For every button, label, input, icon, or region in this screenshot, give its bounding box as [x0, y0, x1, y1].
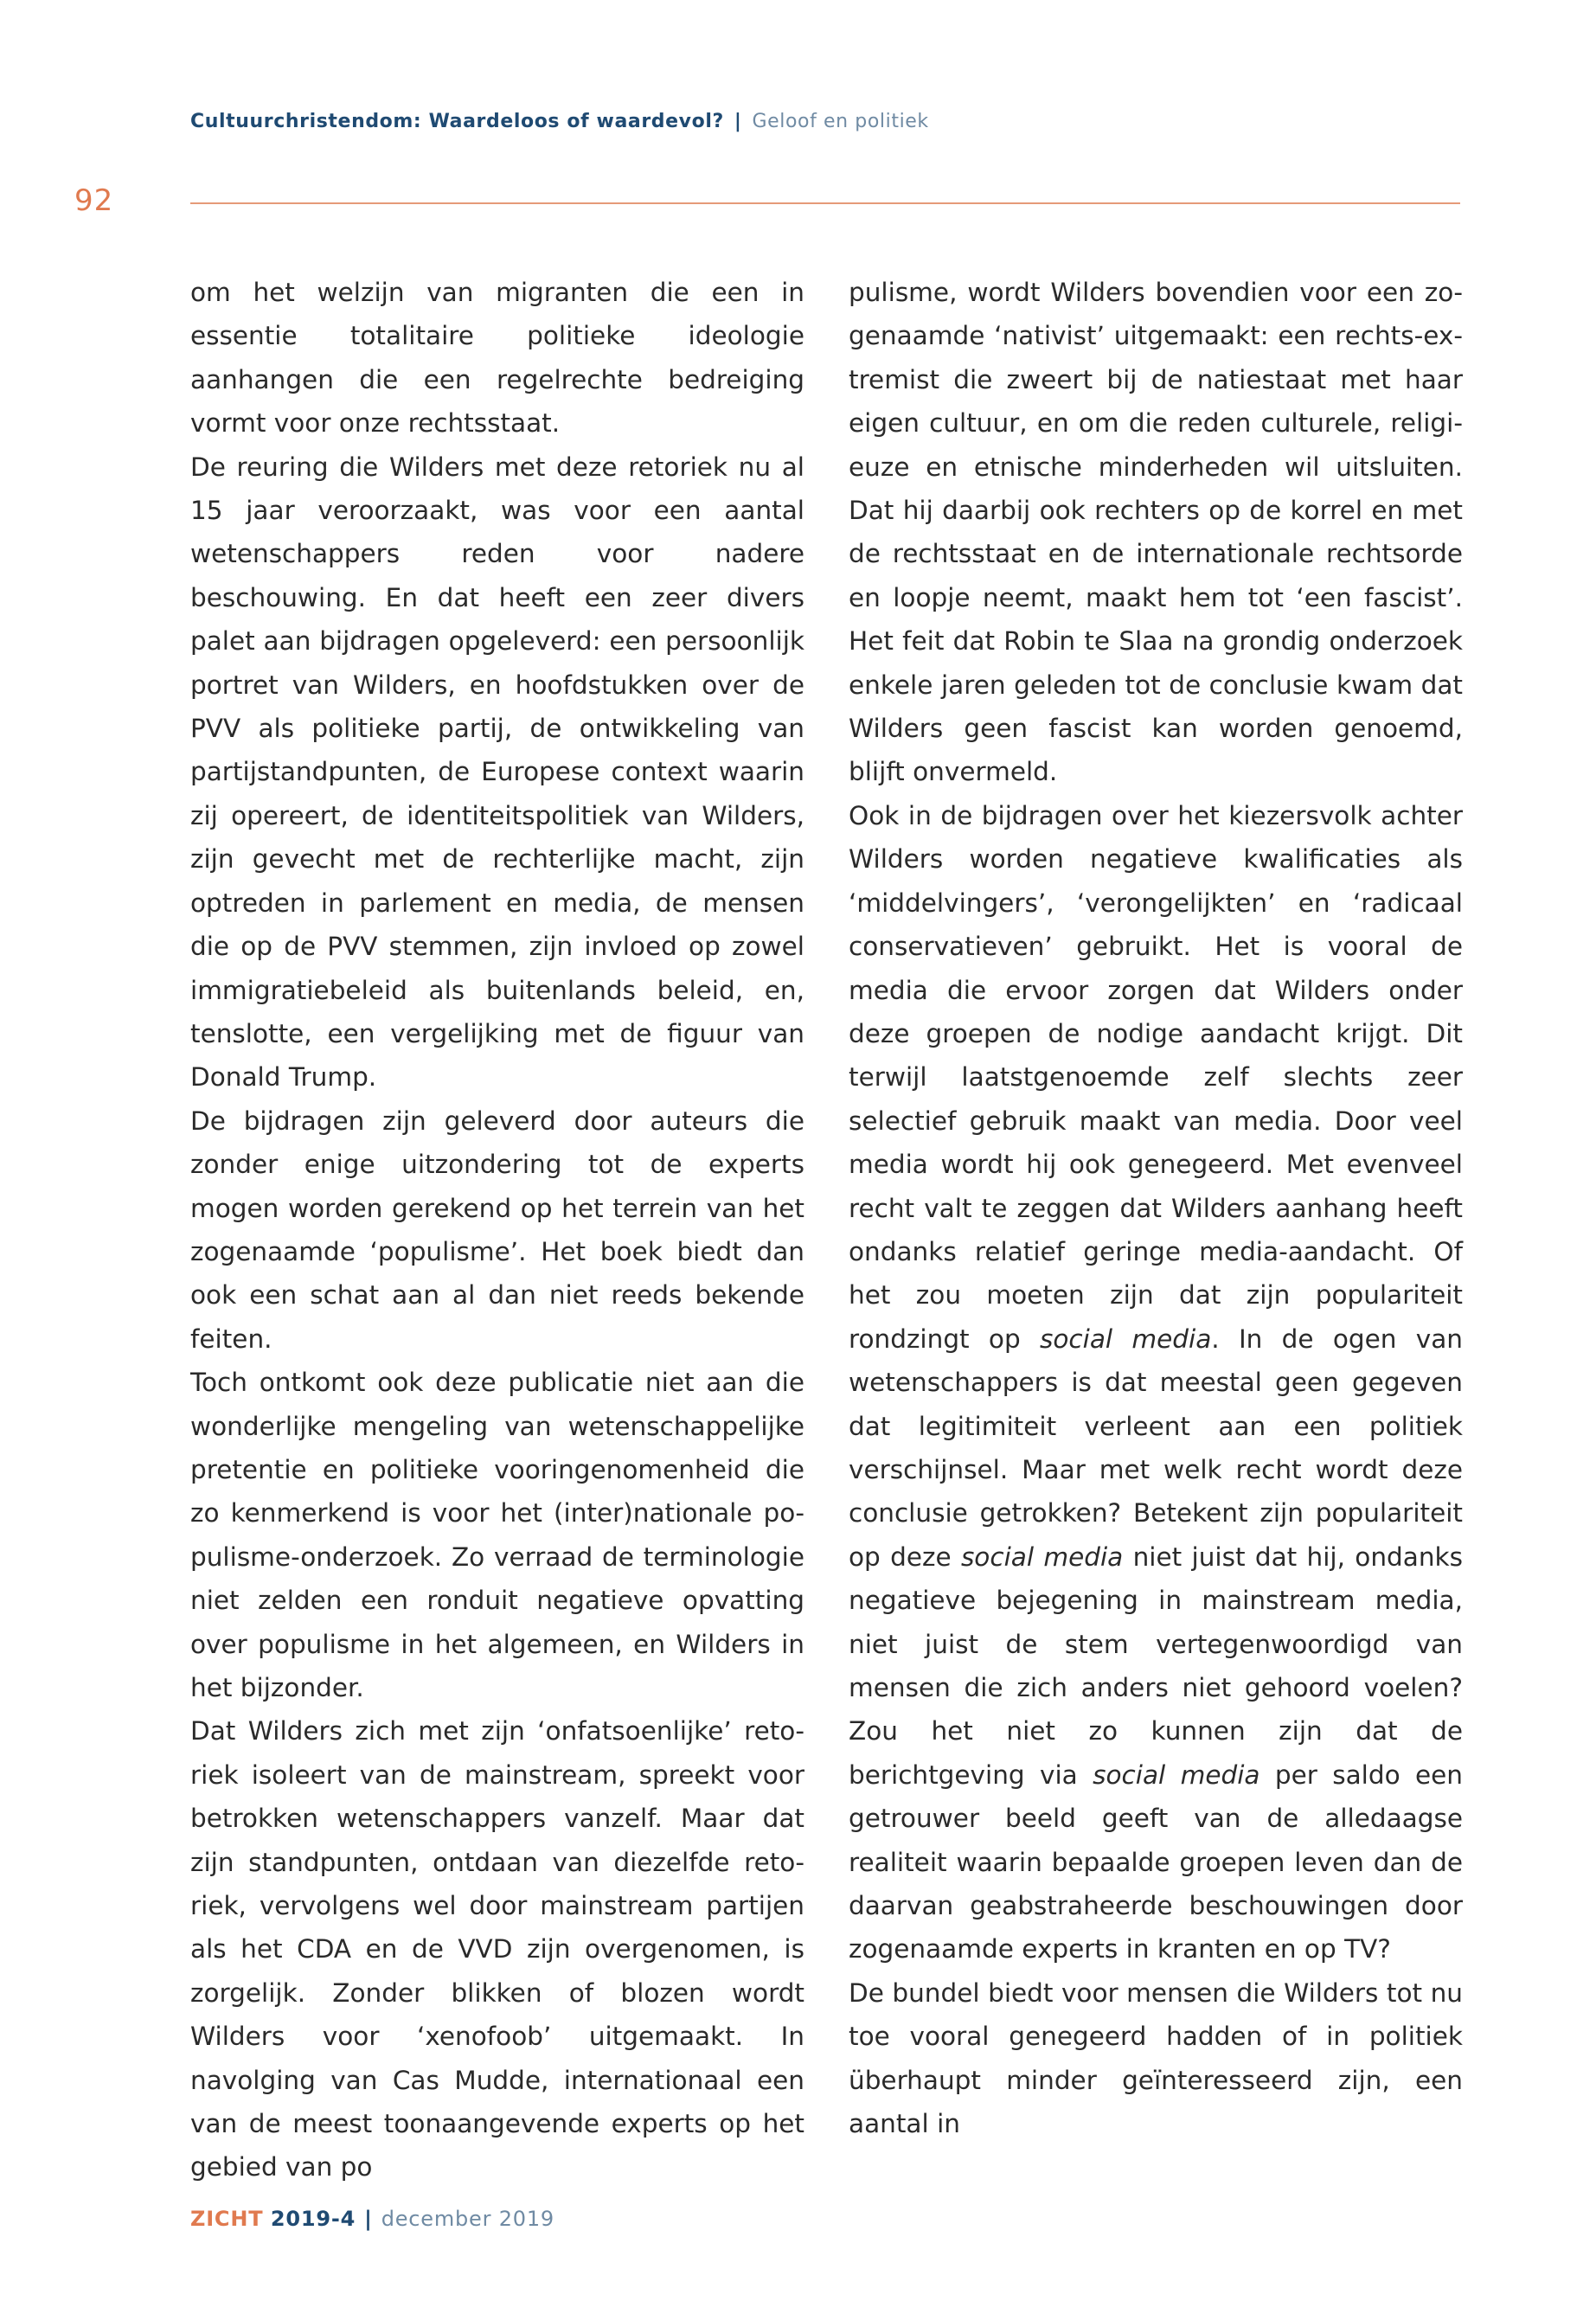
header-rule	[190, 202, 1460, 204]
left-column	[190, 271, 804, 2189]
paragraph: De bijdragen zijn geleverd door auteurs die zonder enige uitzondering tot de experts mogen worden gerekend op het terrein van het zogenaamde ‘populisme’. Het boek biedt dan ook een schat aan al dan niet reeds bekende feiten.	[190, 1106, 804, 1354]
paragraph: om het welzijn van migranten die een in essentie totalitaire politieke ideologie aanhangen die een regelrechte bedreiging vormt voor onze rechtsstaat.	[190, 278, 804, 439]
running-head-separator: |	[734, 111, 742, 132]
paragraph-text: . In de ogen van wetenschappers is dat meestal geen gegeven dat legitimiteit verleent aan een politiek verschijnsel. Maar met welk recht wordt deze conclusie getrokken? Betekent zijn populariteit op deze	[849, 1324, 1463, 1572]
paragraph-text: per saldo een getrouwer beeld geeft van de alledaagse realiteit waarin bepaalde groepen leven dan de daarvan geabstraheerde beschouwingen door zogenaamde experts in kranten en op TV?	[849, 1759, 1463, 1965]
paragraph: Dat Wilders zich met zijn ‘onfatsoenlijke’ retoriek isoleert van de mainstream, spreekt voor betrokken wetenschappers vanzelf. Maar dat zijn standpunten, ontdaan van diezelfde retoriek, vervolgens wel door mainstream partijen als het CDA en de VVD zijn overgenomen, is zorgelijk. Zonder blikken of blozen wordt Wilders voor ‘xenofoob’ uitgemaakt. In navolging van Cas Mudde, internationaal een van de meest toonaangevende experts op het gebied van po	[190, 1716, 804, 2182]
paragraph: pulisme, wordt Wilders bovendien voor een zogenaamde ‘nativist’ uitgemaakt: een rechts-extremist die zweert bij de natiestaat met haar eigen cultuur, en om die reden culturele, religieuze en etnische minderheden wil uitsluiten. Dat hij daarbij ook rechters op de korrel en met de rechtsstaat en de internationale rechtsorde en loopje neemt, maakt hem tot ‘een fascist’. Het feit dat Robin te Slaa na grondig onderzoek enkele jaren geleden tot de conclusie kwam dat Wilders geen fascist kan worden genoemd, blijft onvermeld.	[849, 278, 1463, 787]
page-number: 92	[74, 183, 114, 218]
right-column	[849, 271, 1463, 2145]
paragraph: Toch ontkomt ook deze publicatie niet aan die wonderlijke mengeling van wetenschappelijke pretentie en politieke vooringenomenheid die zo kenmerkend is voor het (inter)nationale populisme-onderzoek. Zo verraad de terminologie niet zelden een ronduit negatieve opvatting over populisme in het algemeen, en Wilders in het bijzonder.	[190, 1368, 804, 1702]
emphasis: social media	[1040, 1324, 1212, 1354]
footer-brand: ZICHT	[190, 2207, 264, 2231]
footer-issue: 2019-4	[270, 2207, 356, 2231]
paragraph-text: niet juist dat hij, ondanks negatieve bejegening in mainstream media, niet juist de stem vertegenwoordigd van mensen die zich anders niet gehoord voelen? Zou het niet zo kunnen zijn dat de berichtgeving via	[849, 1541, 1463, 1790]
paragraph-text: Ook in de bijdragen over het kiezersvolk achter Wilders worden negatieve kwalificaties als ‘middelvingers’, ‘verongelijkten’ en ‘radicaal conservatieven’ gebruikt. Het is vooral de media die ervoor zorgen dat Wilders onder deze groepen de nodige aandacht krijgt. Dit terwijl laatstgenoemde zelf slechts zeer selectief gebruik maakt van media. Door veel media wordt hij ook genegeerd. Met evenveel recht valt te zeggen dat Wilders aanhang heeft ondanks relatief geringe media-aandacht. Of het zou moeten zijn dat zijn populariteit rondzingt op	[849, 800, 1463, 1354]
paragraph: De reuring die Wilders met deze retoriek nu al 15 jaar veroorzaakt, was voor een aantal wetenschappers reden voor nadere beschouwing. En dat heeft een zeer divers palet aan bijdragen opgeleverd: een persoonlijk portret van Wilders, en hoofdstukken over de PVV als politieke partij, de ontwikkeling van partijstandpunten, de Europese context waarin zij opereert, de identiteitspolitiek van Wilders, zijn gevecht met de rechterlijke macht, zijn optreden in parlement en media, de mensen die op de PVV stemmen, zijn invloed op zowel immigratiebeleid als buitenlands beleid, en, tenslotte, een vergelijking met de figuur van Donald Trump.	[190, 452, 804, 1093]
footer-date: december 2019	[381, 2207, 555, 2231]
running-head	[190, 111, 929, 132]
running-head-section: Geloof en politiek	[752, 111, 929, 132]
emphasis: social media	[1093, 1759, 1260, 1790]
emphasis: social media	[960, 1541, 1124, 1572]
paragraph: De bundel biedt voor mensen die Wilders tot nu toe vooral genegeerd hadden of in politiek überhaupt minder geïnteresseerd zijn, een aantal in	[849, 1977, 1463, 2139]
running-head-title: Cultuurchristendom: Waardeloos of waardevol?	[190, 111, 724, 132]
paragraph	[849, 794, 1463, 1971]
footer	[190, 2207, 554, 2231]
footer-separator: |	[364, 2207, 373, 2231]
